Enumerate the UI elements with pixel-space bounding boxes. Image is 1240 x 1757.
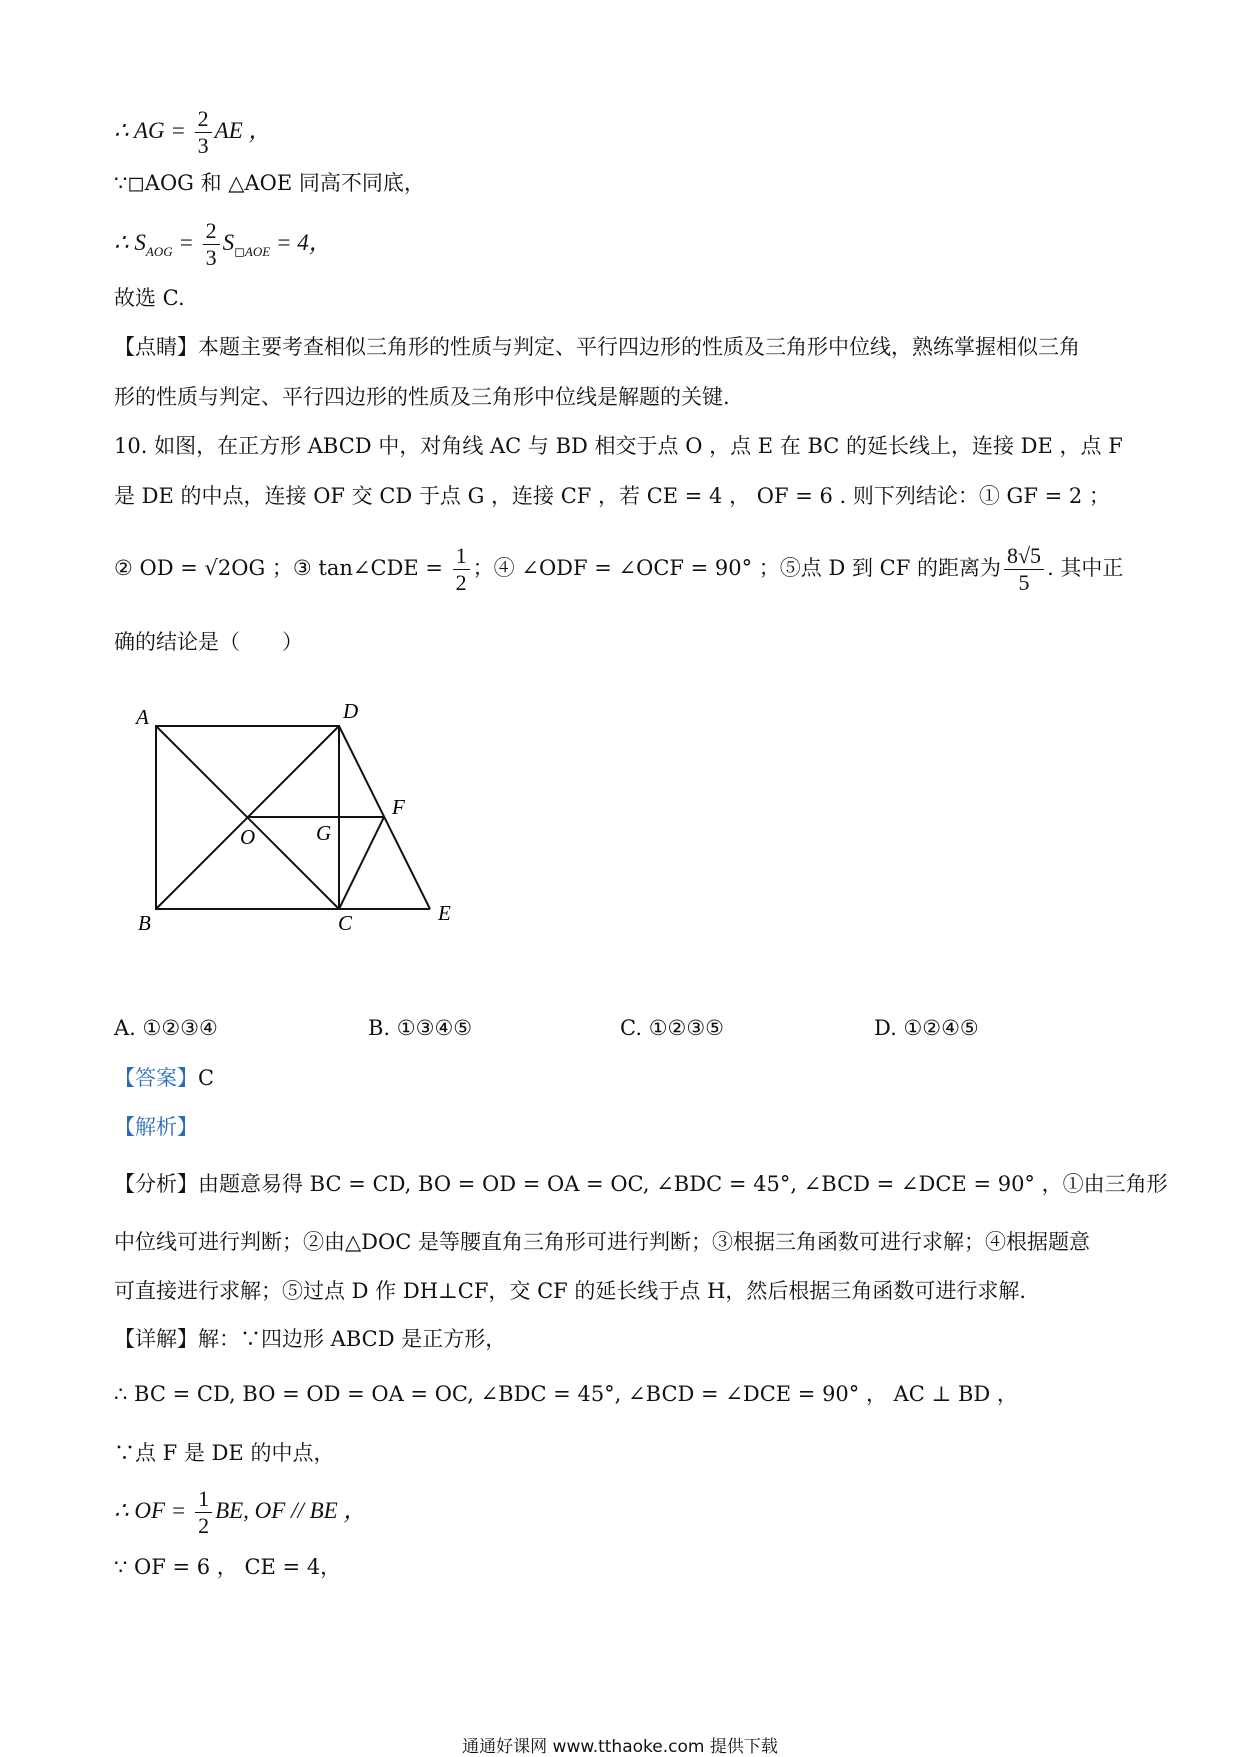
analysis-line-1: 【分析】由题意易得 BC = CD, BO = OD = OA = OC, ∠BDC = 45°, ∠BCD = ∠DCE = 90° ，①由三角形 — [114, 1172, 1168, 1196]
detail-line-2: ∴ BC = CD, BO = OD = OA = OC, ∠BDC = 45°, ∠BCD = ∠DCE = 90° ， AC ⊥ BD ， — [114, 1382, 1018, 1406]
analysis-line-3: 可直接进行求解；⑤过点 D 作 DH⊥CF，交 CF 的延长线于点 H，然后根据三角函数可进行求解. — [114, 1279, 1027, 1303]
line-same-height: ∵◻AOG 和 △AOE 同高不同底， — [114, 171, 425, 195]
label-f: F — [392, 795, 405, 819]
option-a[interactable]: A. ①②③④ — [114, 1016, 218, 1040]
line-comment: 【点睛】本题主要考查相似三角形的性质与判定、平行四边形的性质及三角形中位线，熟练掌握相似三角 — [114, 335, 1080, 359]
detail-line-5: ∵ OF = 6 ， CE = 4， — [114, 1555, 342, 1579]
label-e: E — [438, 901, 451, 925]
label-c: C — [338, 911, 353, 935]
line-choose-c: 故选 C. — [114, 286, 185, 310]
geometry-figure — [120, 690, 460, 940]
question-10-line-2: 是 DE 的中点，连接 OF 交 CD 于点 G ，连接 CF ，若 CE = 4 ， OF = 6 . 则下列结论：① GF = 2 ； — [114, 484, 1110, 508]
label-b: B — [138, 911, 151, 935]
option-b[interactable]: B. ①③④⑤ — [368, 1016, 473, 1040]
detail-line-4: ∴ OF = $\frac{1}{2}$ BE, OF // BE ， — [114, 1486, 367, 1538]
answer-line: 【答案】C — [114, 1066, 215, 1090]
fraction: $\frac{2}{3}$ — [195, 108, 212, 157]
option-c[interactable]: C. ①②③⑤ — [620, 1016, 724, 1040]
analysis-heading: 【解析】 — [114, 1115, 198, 1139]
option-d[interactable]: D. ①②④⑤ — [874, 1016, 979, 1040]
footer: 通通好课网 www.tthaoke.com 提供下载 — [462, 1737, 778, 1757]
question-10-line-1: 10. 如图，在正方形 ABCD 中，对角线 AC 与 BD 相交于点 O ，点 E 在 BC 的延长线上，连接 DE ，点 F — [114, 434, 1123, 458]
label-d: D — [343, 699, 359, 723]
line-ag: ∴ AG = $\frac{2}{3}$ AE ， — [114, 106, 272, 158]
analysis-line-2: 中位线可进行判断；②由△DOC 是等腰直角三角形可进行判断；③根据三角函数可进行求解；④根据题意 — [114, 1230, 1090, 1254]
question-10-line-3: ② OD = √2OG ；③ tan∠CDE = $\frac{1}{2}$ ；④ ∠ODF = ∠OCF = 90° ；⑤点 D 到 CF 的距离为 $\frac{8√5}{5}$ . 其中正 — [114, 543, 1124, 595]
label-a: A — [136, 705, 149, 729]
detail-line-3: ∵点 F 是 DE 的中点， — [114, 1441, 335, 1465]
label-g: G — [316, 821, 332, 845]
line-area: ∴ $S_{AOG}$ = $\frac{2}{3}$ $S_{◻AOE} = 4$， — [114, 218, 332, 270]
detail-line-1: 【详解】解：∵四边形 ABCD 是正方形， — [114, 1327, 507, 1351]
question-10-line-4: 确的结论是（ ） — [114, 630, 303, 654]
segment-cf — [339, 817, 384, 909]
label-o: O — [240, 825, 256, 849]
line-comment-2: 形的性质与判定、平行四边形的性质及三角形中位线是解题的关键. — [114, 385, 730, 409]
